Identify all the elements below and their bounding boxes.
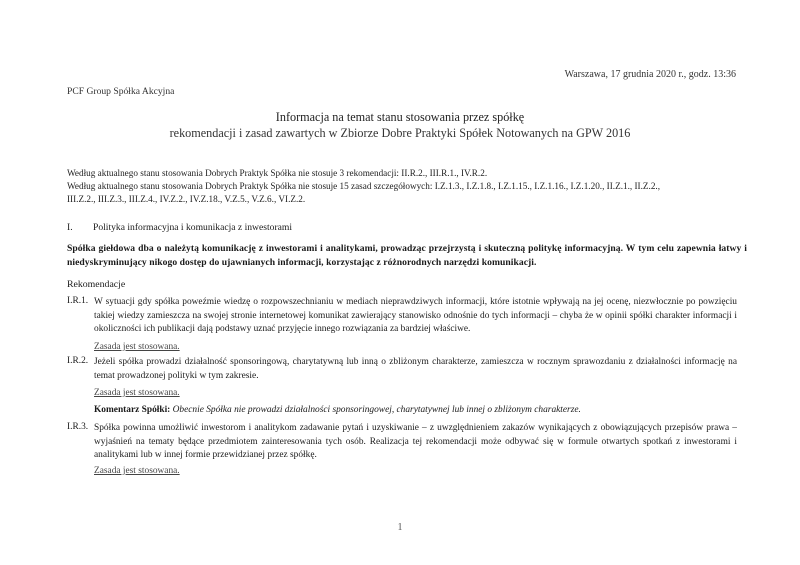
section-title: Polityka informacyjna i komunikacja z inwestorami xyxy=(93,222,293,233)
section-heading xyxy=(67,222,292,233)
recommendation-text: Spółka powinna umożliwić inwestorom i analitykom zadawanie pytań i uzyskiwanie – z uwzględnieniem zakazów wynikających z obowiązujących przepisów prawa – wyjaśnień na tematy będące przedmiotem zainteresowania tych osób. Realizacja tej rekomendacji może odbywać się w formule otwartych spotkań z inwestorami i analitykami lub w innej formie przewidzianej przez spółkę. xyxy=(94,423,737,461)
company-comment xyxy=(94,405,581,415)
document-subtitle: rekomendacji i zasad zawartych w Zbiorze Dobre Praktyki Spółek Notowanych na GPW 2016 xyxy=(169,126,631,140)
date-line: Warszawa, 17 grudnia 2020 r., godz. 13:36 xyxy=(564,69,736,80)
section-number: I. xyxy=(67,222,73,233)
recommendation-status-link[interactable]: Zasada jest stosowana. xyxy=(94,342,180,352)
document-title: Informacja na temat stanu stosowania przez spółkę xyxy=(275,110,525,124)
recommendation-id: I.R.3. xyxy=(67,422,89,432)
recommendation-text: Jeżeli spółka prowadzi działalność sponsoringową, charytatywną lub inną o zbliżonym charakterze, zamieszcza w rocznym sprawozdaniu z działalności informację na temat prowadzonej polityki w tym zakresie. xyxy=(94,357,737,381)
rules-status-line-1: Według aktualnego stanu stosowania Dobrych Praktyk Spółka nie stosuje 15 zasad szczegółowych: I.Z.1.3., I.Z.1.8., I.Z.1.15., I.Z.1.16., I.Z.1.20., II.Z.1., II.Z.2., xyxy=(67,181,661,191)
company-name: PCF Group Spółka Akcyjna xyxy=(67,86,175,97)
recommendations-status: Według aktualnego stanu stosowania Dobrych Praktyk Spółka nie stosuje 3 rekomendacji: II.R.2., III.R.1., IV.R.2. xyxy=(67,168,488,178)
recommendation-id: I.R.1. xyxy=(67,296,89,306)
comment-text: Obecnie Spółka nie prowadzi działalności sponsoringowej, charytatywnej lub innej o zbliżonym charakterze. xyxy=(172,405,581,415)
recommendation-item xyxy=(67,296,737,337)
rules-status-line-2: III.Z.2., III.Z.3., III.Z.4., IV.Z.2., IV.Z.18., V.Z.5., V.Z.6., VI.Z.2. xyxy=(67,194,306,204)
recommendations-heading: Rekomendacje xyxy=(67,279,126,290)
page-number: 1 xyxy=(397,522,403,533)
recommendation-item xyxy=(67,356,737,383)
recommendation-id: I.R.2. xyxy=(67,356,89,366)
section-intro: Spółka giełdowa dba o należytą komunikację z inwestorami i analitykami, prowadząc przejrzystą i skuteczną politykę informacyjną. W tym celu zapewnia łatwy i niedyskryminujący nikogo dostęp do ujawnianych informacji, korzystając z różnorodnych narzędzi komunikacji. xyxy=(67,243,747,268)
recommendation-item xyxy=(67,422,737,463)
recommendation-status-link[interactable]: Zasada jest stosowana. xyxy=(94,388,180,398)
comment-label: Komentarz Spółki: xyxy=(94,405,171,415)
recommendation-text: W sytuacji gdy spółka poweźmie wiedzę o rozpowszechnianiu w mediach nieprawdziwych informacji, które istotnie wpływają na jej ocenę, niezwłocznie po powzięciu takiej wiedzy zamieszcza na swojej stronie internetowej komunikat zawierający stanowisko odnośnie do tych informacji – chyba że w opinii spółki charakter informacji i okoliczności ich publikacji dają podstawy uznać przyjęcie innego rozwiązania za bardziej właściwe. xyxy=(94,297,737,335)
recommendation-status-link[interactable]: Zasada jest stosowana. xyxy=(94,466,180,476)
